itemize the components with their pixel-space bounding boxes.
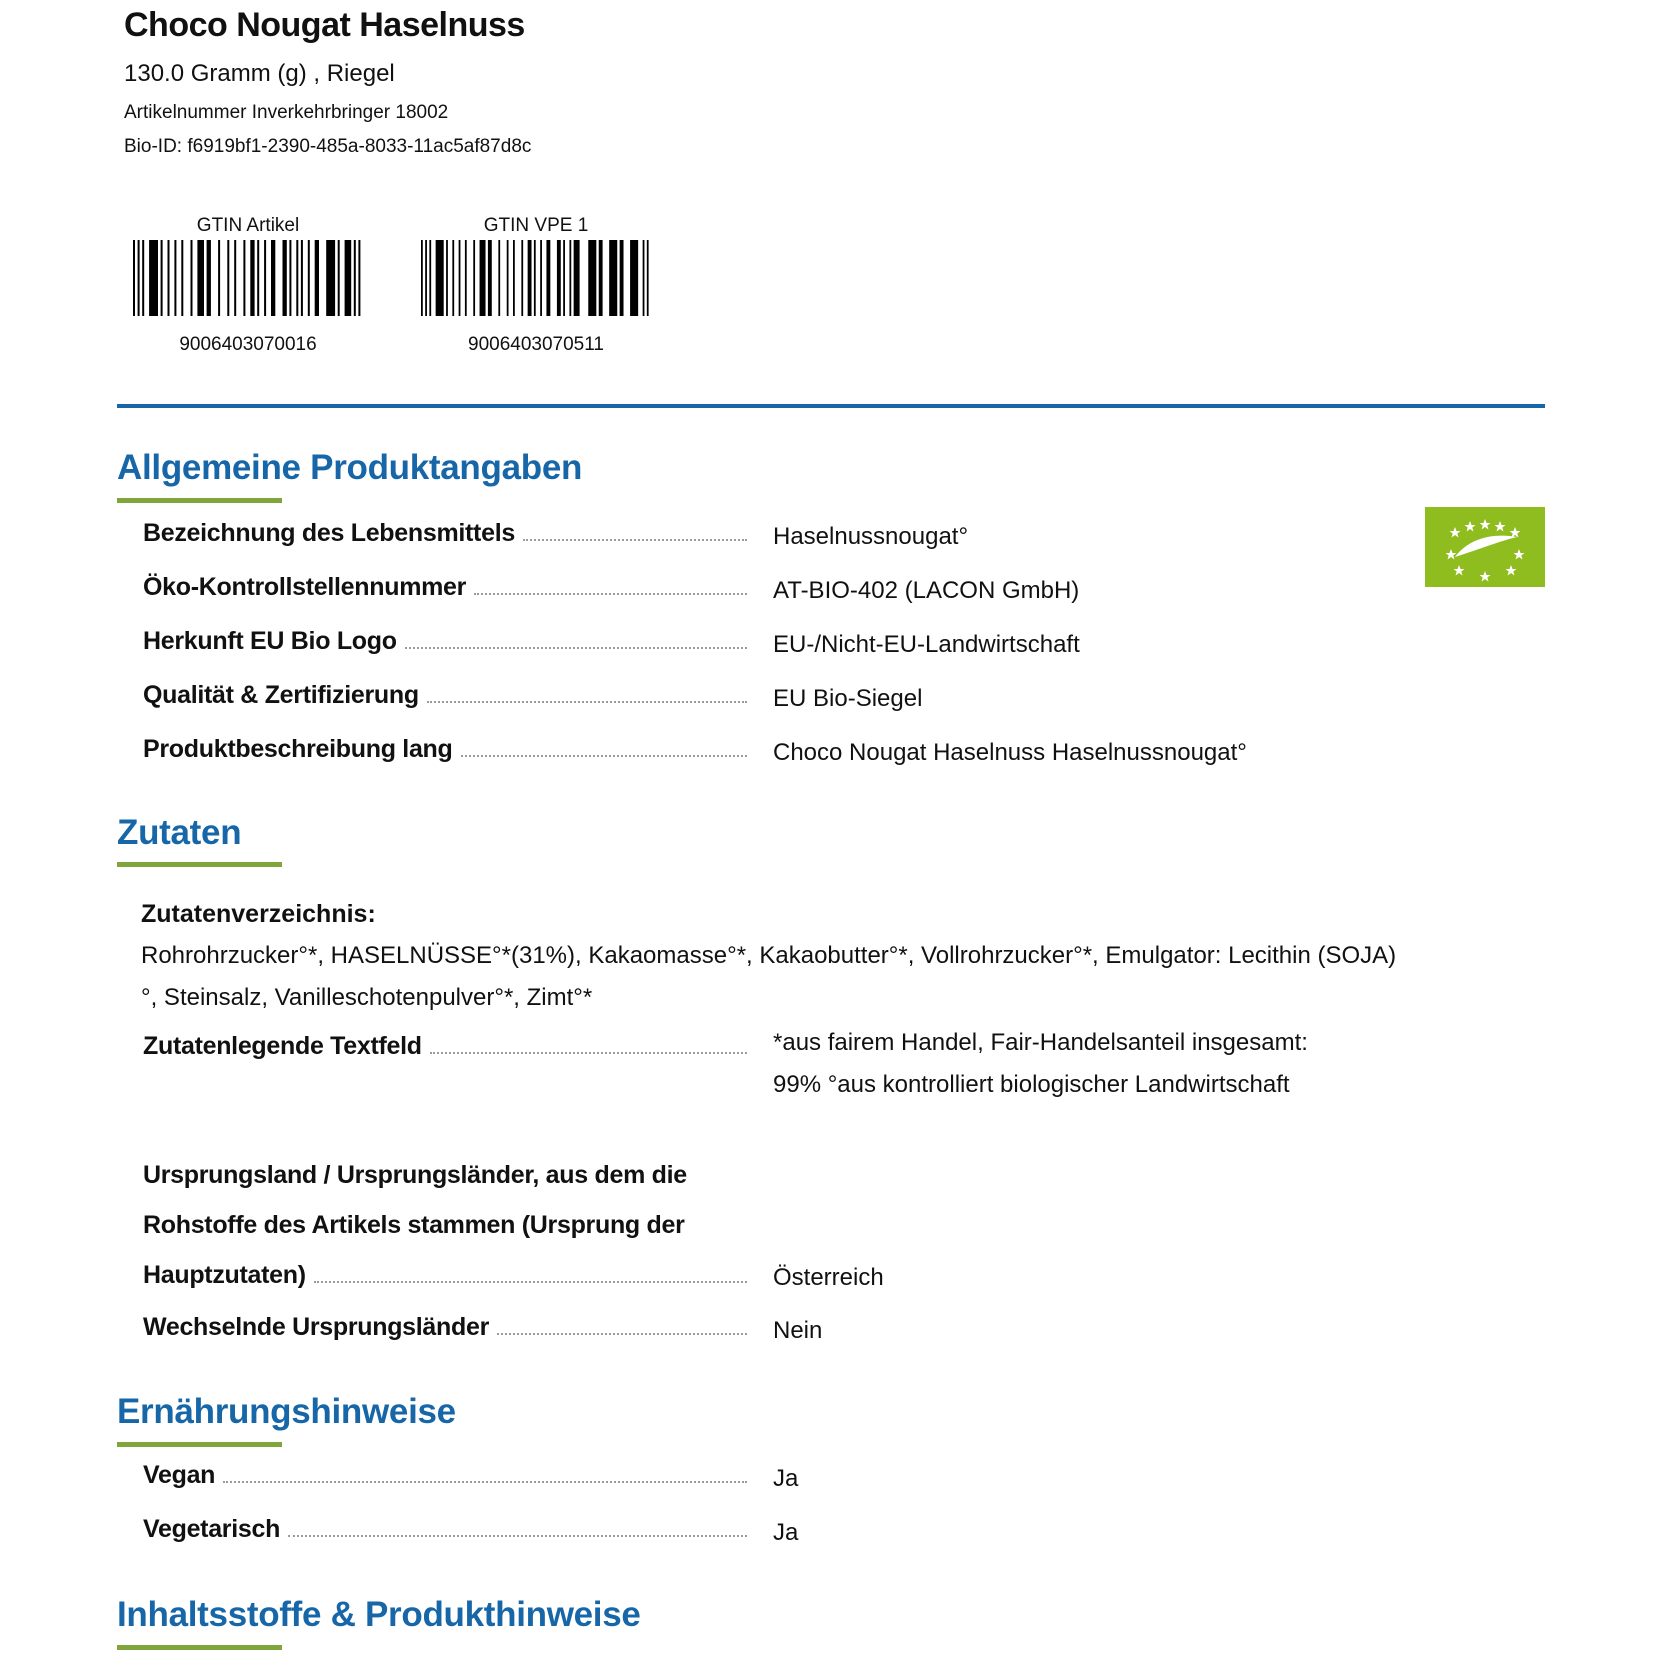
barcode-icon	[421, 240, 651, 316]
ingredients-heading: Zutatenverzeichnis:	[141, 900, 376, 928]
product-title: Choco Nougat Haselnuss	[124, 6, 525, 44]
row-value-quality: EU Bio-Siegel	[773, 685, 923, 712]
section-underline	[117, 498, 282, 503]
row-label-changing-origin: Wechselnde Ursprungsländer	[143, 1313, 747, 1342]
eu-organic-leaf-icon	[1425, 507, 1545, 587]
section-title-ingredients: Zutaten	[117, 813, 242, 852]
header-divider	[117, 404, 1545, 408]
row-label-ingredient-legend: Zutatenlegende Textfeld	[143, 1032, 747, 1061]
row-label-origin-eu-logo: Herkunft EU Bio Logo	[143, 627, 747, 656]
barcode-icon	[133, 240, 363, 316]
barcode-number: 9006403070511	[468, 334, 604, 355]
ingredients-list: Rohrohrzucker°*, HASELNÜSSE°*(31%), Kakaomasse°*, Kakaobutter°*, Vollrohrzucker°*, Emulgator: Lecithin (SOJA)°, Steinsalz, Vanilleschotenpulver°*, Zimt°*	[141, 942, 1397, 1011]
row-label-description: Produktbeschreibung lang	[143, 735, 747, 764]
row-value-designation: Haselnussnougat°	[773, 523, 969, 550]
barcode-gtin-article	[128, 214, 368, 356]
row-label-vegetarian: Vegetarisch	[143, 1515, 747, 1544]
bio-id: Bio-ID: f6919bf1-2390-485a-8033-11ac5af87d8c	[124, 136, 532, 157]
section-underline	[117, 1645, 282, 1650]
row-value-control-number: AT-BIO-402 (LACON GmbH)	[773, 577, 1080, 604]
row-label-designation: Bezeichnung des Lebensmittels	[143, 519, 747, 548]
row-label-control-number: Öko-Kontrollstellennummer	[143, 573, 747, 602]
row-value-description: Choco Nougat Haselnuss Haselnussnougat°	[773, 739, 1247, 766]
row-label-origin-country: Ursprungsland / Ursprungsländer, aus dem die Rohstoffe des Artikels stammen (Ursprung der Hauptzutaten)	[143, 1150, 747, 1300]
barcode-gtin-vpe	[416, 214, 656, 356]
product-size: 130.0 Gramm (g) , Riegel	[124, 60, 395, 87]
section-title-contents: Inhaltsstoffe & Produkthinweise	[117, 1595, 641, 1634]
barcode-label: GTIN VPE 1	[483, 215, 589, 236]
row-value-ingredient-legend: *aus fairem Handel, Fair-Handelsanteil insgesamt: 99% °aus kontrolliert biologischer Landwirtschaft	[773, 1029, 1308, 1098]
section-title-general: Allgemeine Produktangaben	[117, 448, 583, 487]
section-title-nutrition: Ernährungshinweise	[117, 1392, 456, 1431]
row-label-vegan: Vegan	[143, 1461, 747, 1490]
barcode-label: GTIN Artikel	[196, 215, 300, 236]
section-underline	[117, 862, 282, 867]
row-value-vegan: Ja	[773, 1465, 799, 1492]
barcode-number: 9006403070016	[179, 334, 317, 355]
row-value-origin-eu-logo: EU-/Nicht-EU-Landwirtschaft	[773, 631, 1080, 658]
row-label-quality: Qualität & Zertifizierung	[143, 681, 747, 710]
row-value-origin-country: Österreich	[773, 1264, 884, 1291]
row-value-changing-origin: Nein	[773, 1317, 823, 1344]
article-number: Artikelnummer Inverkehrbringer 18002	[124, 102, 449, 123]
row-value-vegetarian: Ja	[773, 1519, 799, 1546]
section-underline	[117, 1442, 282, 1447]
